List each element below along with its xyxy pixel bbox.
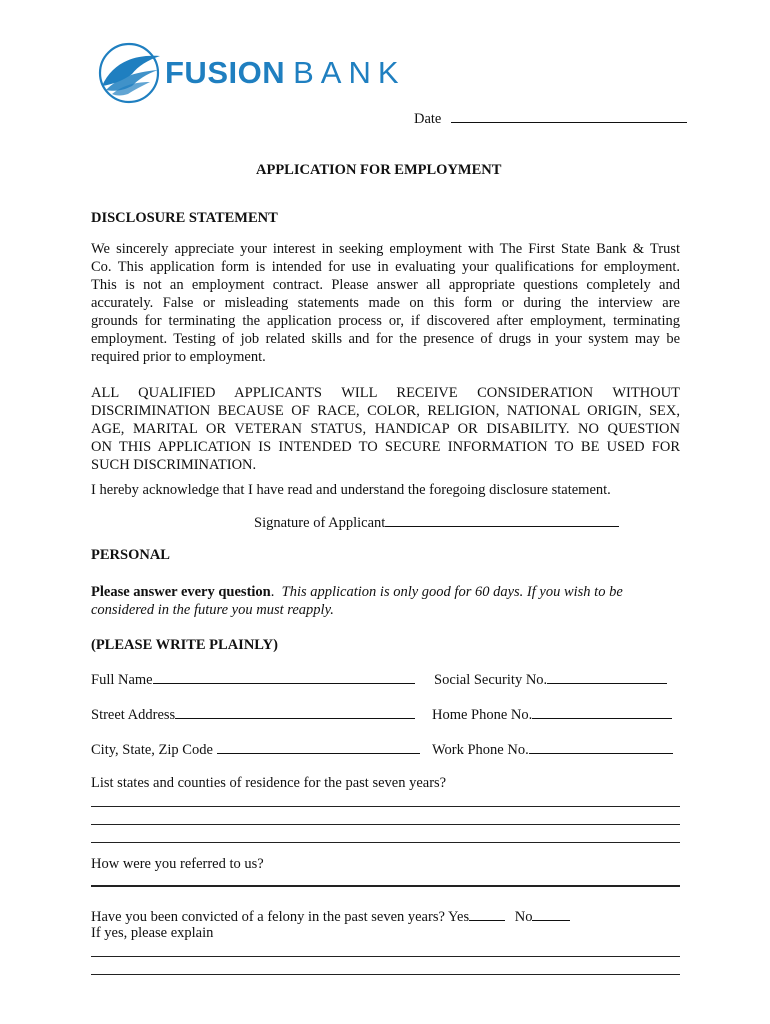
date-field[interactable]	[451, 108, 687, 123]
disclosure-line: required prior to employment.	[91, 349, 266, 365]
disclosure-line: We sincerely appreciate your interest in seeking employment with The First State Bank & Trust	[91, 241, 680, 257]
felony-no-label: No	[514, 909, 533, 925]
residence-answer-line[interactable]	[91, 824, 680, 825]
eeo-line: ALL QUALIFIED APPLICANTS WILL RECEIVE CONSIDERATION WITHOUT	[91, 385, 680, 401]
disclosure-line: This is not an employment contract. Please answer all appropriate questions completely and	[91, 277, 680, 293]
disclosure-line: grounds for terminating the application process or, if discovered after employment, terminating	[91, 313, 680, 329]
wordmark-fusion: FUSION	[165, 55, 286, 90]
bank-wordmark	[165, 55, 406, 91]
referred-answer-line[interactable]	[91, 885, 680, 887]
city-state-zip-field[interactable]	[217, 739, 420, 754]
residence-question: List states and counties of residence for the past seven years?	[91, 775, 447, 791]
eeo-line: AGE, MARITAL OR VETERAN STATUS, HANDICAP OR DISABILITY. NO QUESTION	[91, 421, 680, 437]
disclosure-line: employment. Testing of job related skills and for the presence of drugs in your system may be	[91, 331, 680, 347]
residence-answer-line[interactable]	[91, 842, 680, 843]
residence-answer-line[interactable]	[91, 806, 680, 807]
street-address-field[interactable]	[175, 704, 415, 719]
ssn-label: Social Security No.	[434, 672, 548, 688]
ssn-field[interactable]	[547, 669, 667, 684]
wordmark-bank: BANK	[293, 55, 406, 90]
felony-row	[91, 906, 570, 926]
felony-explain-line[interactable]	[91, 956, 680, 957]
personal-instruction: Please answer every question. This application is only good for 60 days. If you wish to be	[91, 584, 623, 600]
eeo-line: DISCRIMINATION BECAUSE OF RACE, COLOR, RELIGION, NATIONAL ORIGIN, SEX,	[91, 403, 680, 419]
write-plainly-note: (PLEASE WRITE PLAINLY)	[91, 637, 278, 653]
work-phone-row	[432, 739, 673, 759]
full-name-row	[91, 669, 415, 689]
eeo-line: SUCH DISCRIMINATION.	[91, 457, 257, 473]
personal-instruction-2: considered in the future you must reapply.	[91, 602, 334, 618]
disclosure-line: accurately. False or misleading statements made on this form or during the interview are	[91, 295, 680, 311]
instruction-italic: This application is only good for 60 days. If you wish to be	[281, 584, 623, 600]
full-name-label: Full Name	[91, 672, 153, 688]
felony-yes-field[interactable]	[469, 906, 505, 921]
referred-question: How were you referred to us?	[91, 856, 264, 872]
disclosure-paragraph	[91, 240, 680, 366]
fusion-bank-logo-icon	[98, 40, 162, 106]
disclosure-heading: DISCLOSURE STATEMENT	[91, 210, 278, 226]
work-phone-label: Work Phone No.	[432, 742, 529, 758]
signature-field[interactable]	[385, 512, 619, 527]
ssn-row	[434, 669, 667, 689]
eeo-statement	[91, 384, 680, 474]
street-address-row	[91, 704, 415, 724]
felony-explain-line[interactable]	[91, 974, 680, 975]
if-yes-explain: If yes, please explain	[91, 925, 214, 941]
home-phone-label: Home Phone No.	[432, 707, 533, 723]
signature-row	[254, 512, 619, 532]
eeo-line: ON THIS APPLICATION IS INTENDED TO SECURE INFORMATION TO BE USED FOR	[91, 439, 680, 455]
city-state-zip-label: City, State, Zip Code	[91, 742, 213, 758]
form-title: APPLICATION FOR EMPLOYMENT	[256, 162, 502, 178]
home-phone-row	[432, 704, 672, 724]
date-label: Date	[414, 111, 442, 127]
home-phone-field[interactable]	[532, 704, 672, 719]
felony-question: Have you been convicted of a felony in the past seven years? Yes	[91, 909, 470, 925]
instruction-italic-2: considered in the future you must reapply	[91, 602, 331, 618]
bank-logo	[98, 40, 428, 106]
date-field-row	[414, 108, 687, 128]
disclosure-line: Co. This application form is intended for use in evaluating your qualifications for employment.	[91, 259, 680, 275]
street-address-label: Street Address	[91, 707, 176, 723]
signature-label: Signature of Applicant	[254, 515, 386, 531]
full-name-field[interactable]	[153, 669, 415, 684]
work-phone-field[interactable]	[529, 739, 673, 754]
city-state-zip-row	[91, 739, 420, 759]
instruction-bold: Please answer every question	[91, 584, 271, 600]
felony-no-field[interactable]	[532, 906, 570, 921]
personal-heading: PERSONAL	[91, 547, 170, 563]
acknowledge-statement: I hereby acknowledge that I have read and understand the foregoing disclosure statement.	[91, 482, 611, 498]
